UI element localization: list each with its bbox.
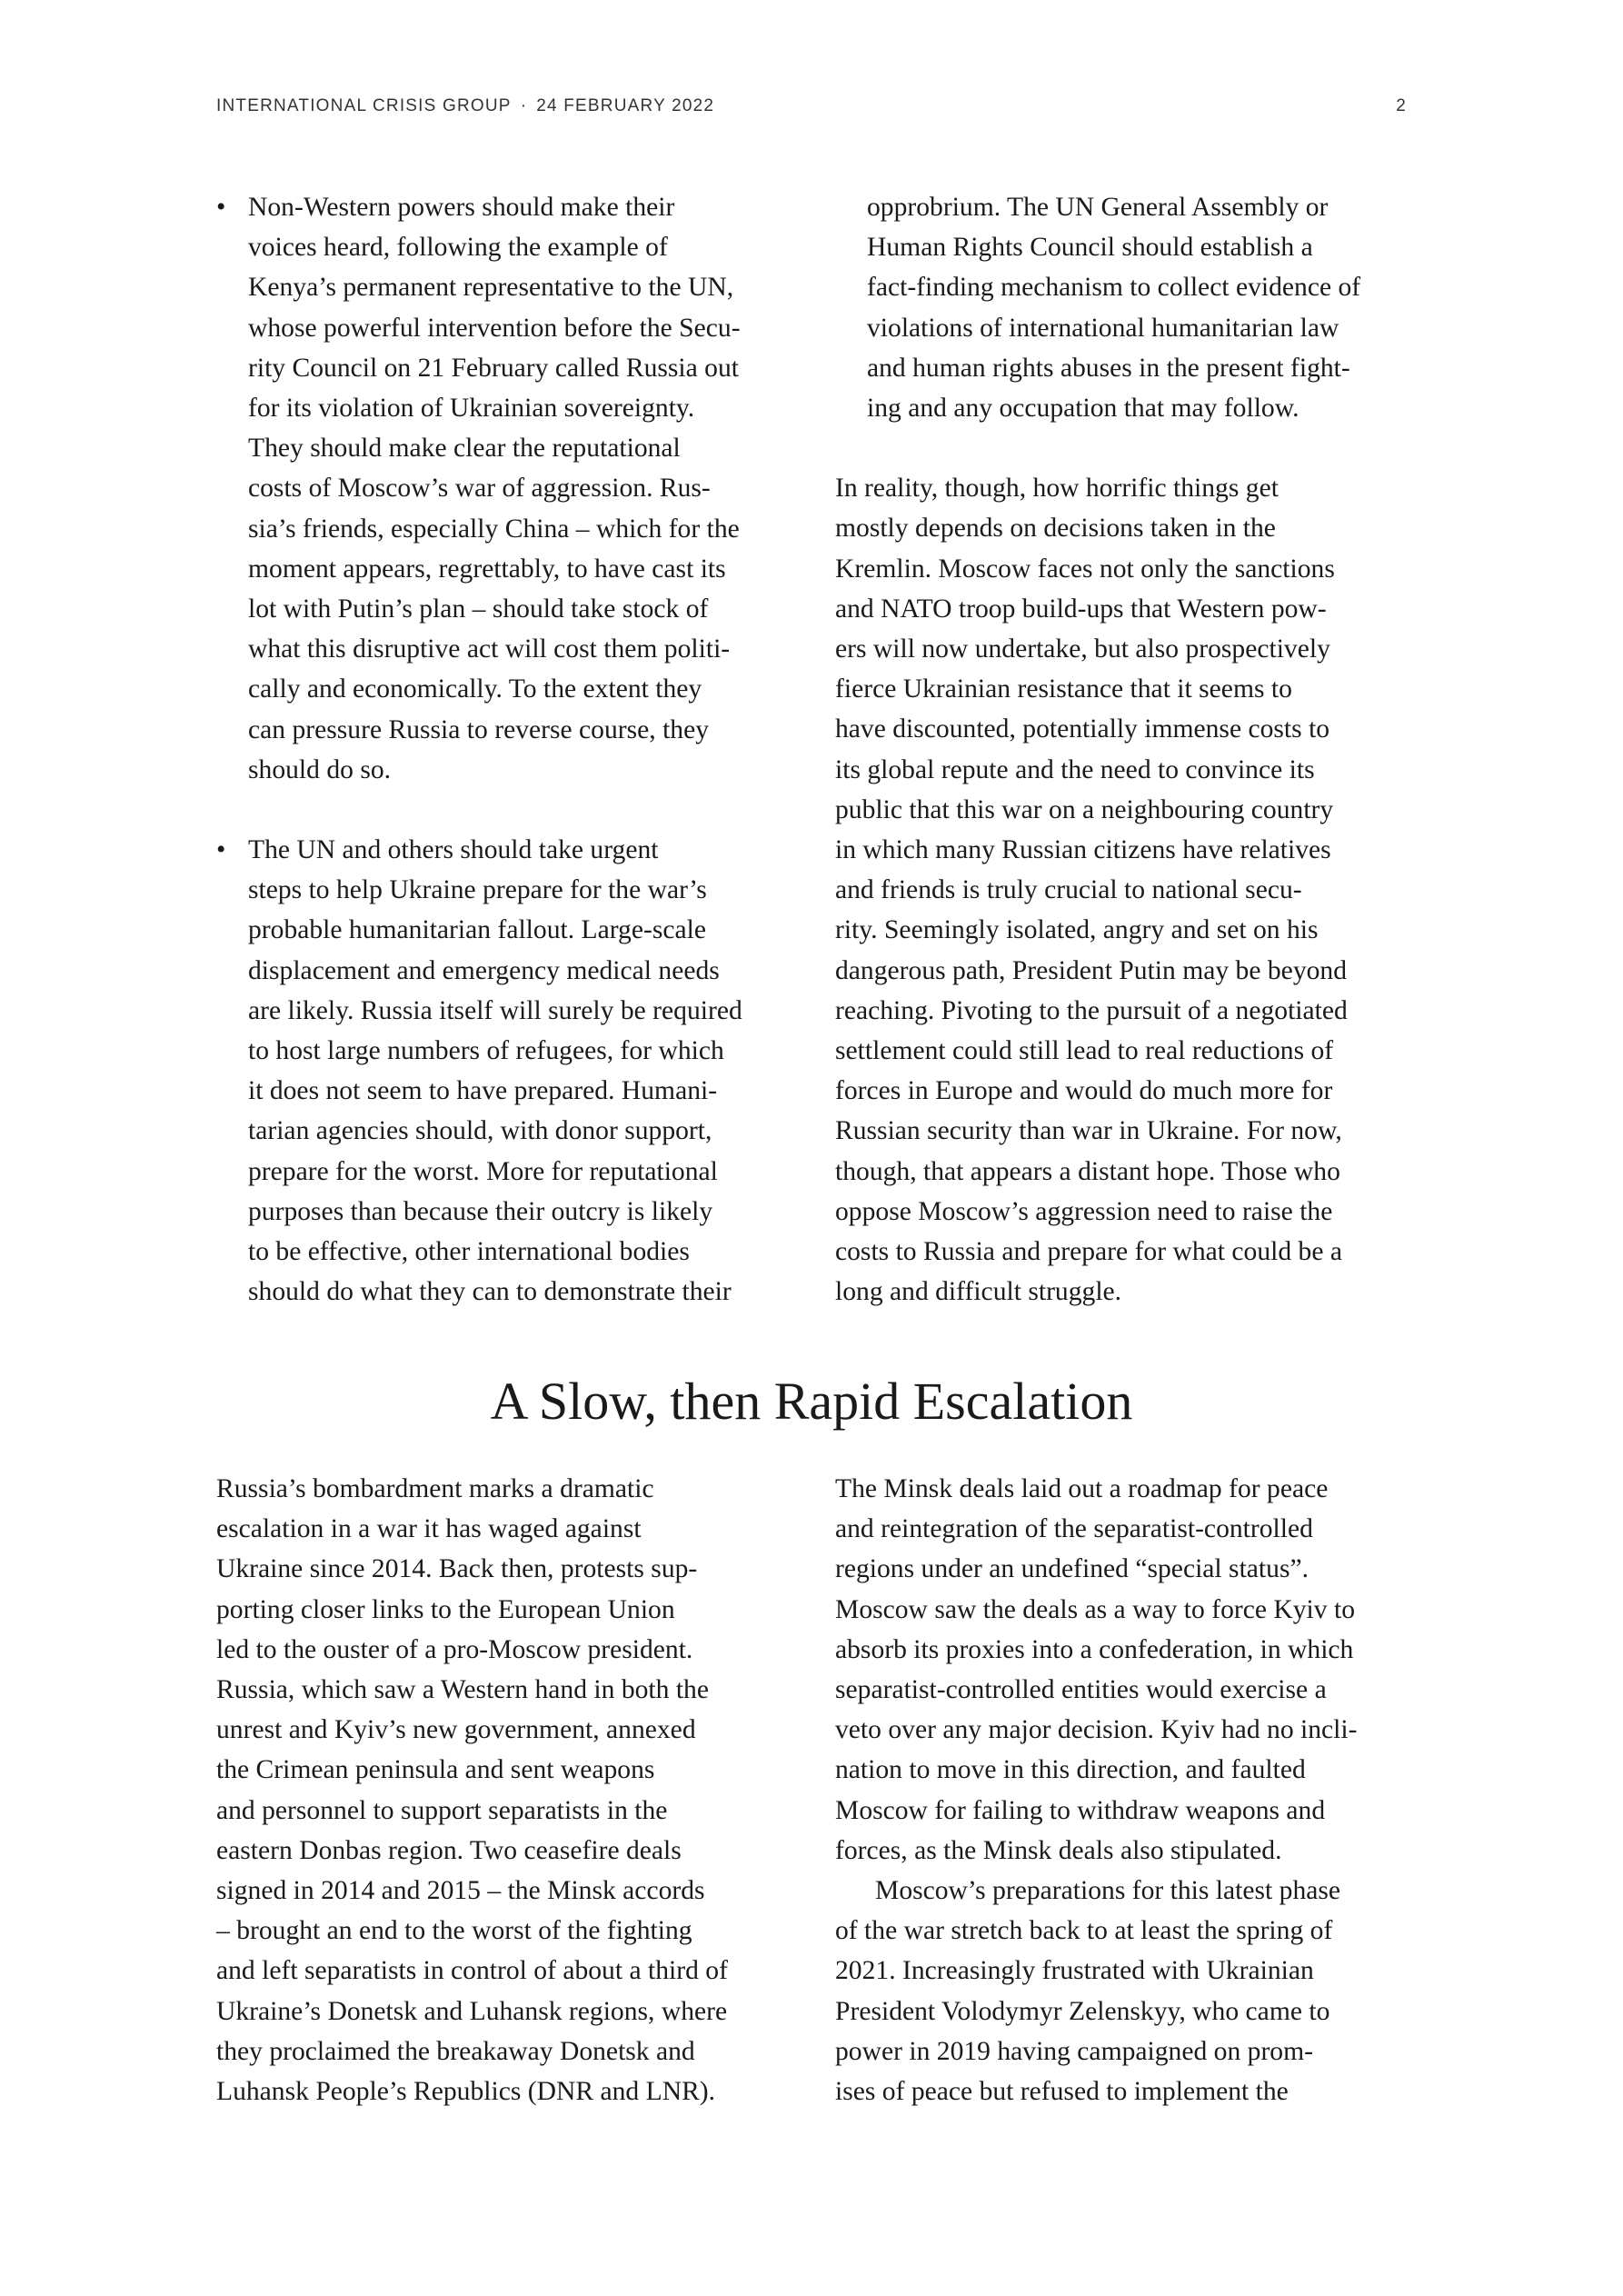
top-right-column bbox=[835, 187, 1417, 1312]
reality-paragraph bbox=[835, 468, 1417, 1312]
text-line: Russia’s bombardment marks a dramatic bbox=[216, 1474, 654, 1503]
text-line: costs to Russia and prepare for what could be a bbox=[835, 1237, 1343, 1267]
text-line: Russian security than war in Ukraine. For now, bbox=[835, 1116, 1342, 1146]
text-line: settlement could still lead to real reductions of bbox=[835, 1036, 1334, 1066]
history-paragraph bbox=[216, 1469, 798, 2111]
text-line: cally and economically. To the extent they bbox=[248, 674, 702, 704]
text-line: Non-Western powers should make their bbox=[248, 193, 675, 222]
text-line: public that this war on a neighbouring country bbox=[835, 794, 1334, 824]
text-line: signed in 2014 and 2015 – the Minsk accords bbox=[216, 1876, 705, 1906]
text-line: forces, as the Minsk deals also stipulated. bbox=[835, 1835, 1282, 1865]
header-separator: · bbox=[520, 96, 528, 115]
text-line: unrest and Kyiv’s new government, annexed bbox=[216, 1715, 696, 1745]
top-left-column bbox=[216, 187, 798, 1312]
text-line: violations of international humanitarian law bbox=[867, 313, 1339, 343]
text-line: rity. Seemingly isolated, angry and set on his bbox=[835, 915, 1319, 945]
text-line: and NATO troop build-ups that Western pow- bbox=[835, 594, 1327, 624]
recommendation-list bbox=[216, 187, 798, 1312]
bullet-icon: • bbox=[216, 835, 226, 865]
bottom-left-column bbox=[216, 1469, 798, 2111]
text-line: in which many Russian citizens have relatives bbox=[835, 835, 1331, 865]
text-line: Kremlin. Moscow faces not only the sanctions bbox=[835, 554, 1335, 584]
text-line: Moscow’s preparations for this latest phase bbox=[875, 1876, 1341, 1906]
bullet-item-non-western-powers bbox=[216, 187, 798, 790]
text-line: for its violation of Ukrainian sovereignty. bbox=[248, 394, 695, 424]
text-line: Luhansk People’s Republics (DNR and LNR). bbox=[216, 2077, 716, 2107]
text-line: rity Council on 21 February called Russia out bbox=[248, 353, 739, 383]
text-line: sia’s friends, especially China – which for the bbox=[248, 514, 740, 544]
text-line: have discounted, potentially immense costs to bbox=[835, 714, 1330, 744]
section-heading: A Slow, then Rapid Escalation bbox=[490, 1372, 1133, 1431]
text-line: They should make clear the reputational bbox=[248, 434, 681, 464]
bullet-icon: • bbox=[216, 193, 226, 222]
text-line: The Minsk deals laid out a roadmap for peace bbox=[835, 1474, 1329, 1503]
text-line: and human rights abuses in the present fight- bbox=[867, 353, 1350, 383]
text-line: should do what they can to demonstrate their bbox=[248, 1277, 732, 1307]
text-line: – brought an end to the worst of the fighting bbox=[216, 1916, 692, 1946]
text-line: moment appears, regrettably, to have cast its bbox=[248, 554, 726, 584]
text-line: displacement and emergency medical needs bbox=[248, 955, 720, 985]
text-line: prepare for the worst. More for reputational bbox=[248, 1156, 718, 1186]
page-header bbox=[216, 96, 1407, 118]
bullet-continuation bbox=[835, 187, 1417, 428]
text-line: In reality, though, how horrific things get bbox=[835, 474, 1279, 504]
text-line: lot with Putin’s plan – should take stock of bbox=[248, 594, 709, 624]
text-line: and friends is truly crucial to national secu- bbox=[835, 875, 1302, 905]
text-line: Moscow saw the deals as a way to force Kyiv to bbox=[835, 1594, 1355, 1624]
text-line: ises of peace but refused to implement the bbox=[835, 2077, 1289, 2107]
text-line: mostly depends on decisions taken in the bbox=[835, 514, 1276, 544]
text-line: porting closer links to the European Union bbox=[216, 1594, 675, 1624]
text-line: Human Rights Council should establish a bbox=[867, 233, 1313, 263]
text-line: Ukraine’s Donetsk and Luhansk regions, where bbox=[216, 1996, 728, 2026]
text-line: The UN and others should take urgent bbox=[248, 835, 659, 865]
text-line: the Crimean peninsula and sent weapons bbox=[216, 1755, 655, 1785]
text-line: fact-finding mechanism to collect evidence of bbox=[867, 273, 1361, 303]
text-line: eastern Donbas region. Two ceasefire deals bbox=[216, 1835, 682, 1865]
text-line: President Volodymyr Zelenskyy, who came to bbox=[835, 1996, 1330, 2026]
text-line: separatist-controlled entities would exercise a bbox=[835, 1675, 1327, 1705]
text-line: and left separatists in control of about a third of bbox=[216, 1956, 728, 1986]
text-line: opprobrium. The UN General Assembly or bbox=[867, 193, 1329, 222]
text-line: though, that appears a distant hope. Those who bbox=[835, 1156, 1340, 1186]
text-line: ers will now undertake, but also prospectively bbox=[835, 634, 1330, 664]
text-line: Moscow for failing to withdraw weapons and bbox=[835, 1795, 1326, 1825]
text-line: Russia, which saw a Western hand in both the bbox=[216, 1675, 709, 1705]
minsk-paragraph bbox=[835, 1469, 1417, 1871]
text-line: reaching. Pivoting to the pursuit of a negotiated bbox=[835, 995, 1348, 1025]
bullet-item-un-humanitarian bbox=[216, 830, 798, 1312]
text-line: should do so. bbox=[248, 754, 392, 784]
text-line: Ukraine since 2014. Back then, protests sup- bbox=[216, 1554, 698, 1584]
publisher-name: INTERNATIONAL CRISIS GROUP bbox=[216, 96, 512, 115]
preparations-paragraph bbox=[835, 1871, 1417, 2111]
bottom-right-column bbox=[835, 1469, 1417, 2111]
text-line: power in 2019 having campaigned on prom- bbox=[835, 2036, 1313, 2066]
text-line: probable humanitarian fallout. Large-scale bbox=[248, 915, 706, 945]
text-line: are likely. Russia itself will surely be required bbox=[248, 995, 742, 1025]
text-line: and personnel to support separatists in the bbox=[216, 1795, 668, 1825]
text-line: 2021. Increasingly frustrated with Ukrainian bbox=[835, 1956, 1314, 1986]
text-line: steps to help Ukraine prepare for the war’s bbox=[248, 875, 707, 905]
text-line: of the war stretch back to at least the spring of bbox=[835, 1916, 1333, 1946]
text-line: fierce Ukrainian resistance that it seems to bbox=[835, 674, 1292, 704]
text-line: led to the ouster of a pro-Moscow president. bbox=[216, 1634, 693, 1664]
text-line: can pressure Russia to reverse course, they bbox=[248, 714, 710, 744]
text-line: purposes than because their outcry is likely bbox=[248, 1196, 713, 1226]
text-line: and reintegration of the separatist-controlled bbox=[835, 1514, 1313, 1544]
text-line: Kenya’s permanent representative to the UN, bbox=[248, 273, 734, 303]
page-number: 2 bbox=[1396, 96, 1407, 115]
text-line: they proclaimed the breakaway Donetsk and bbox=[216, 2036, 695, 2066]
text-line: escalation in a war it has waged against bbox=[216, 1514, 642, 1544]
text-line: absorb its proxies into a confederation, in which bbox=[835, 1634, 1354, 1664]
text-line: long and difficult struggle. bbox=[835, 1277, 1122, 1307]
text-line: what this disruptive act will cost them politi- bbox=[248, 634, 731, 664]
text-line: costs of Moscow’s war of aggression. Rus- bbox=[248, 474, 711, 504]
text-line: nation to move in this direction, and faulted bbox=[835, 1755, 1306, 1785]
text-line: it does not seem to have prepared. Humani- bbox=[248, 1076, 718, 1106]
text-line: veto over any major decision. Kyiv had no incli- bbox=[835, 1715, 1358, 1745]
text-line: whose powerful intervention before the Secu- bbox=[248, 313, 741, 343]
text-line: ing and any occupation that may follow. bbox=[867, 394, 1299, 424]
text-line: regions under an undefined “special status”. bbox=[835, 1554, 1309, 1584]
text-line: forces in Europe and would do much more for bbox=[835, 1076, 1333, 1106]
text-line: its global repute and the need to convince its bbox=[835, 754, 1315, 784]
text-line: to be effective, other international bodies bbox=[248, 1237, 690, 1267]
text-line: voices heard, following the example of bbox=[248, 233, 668, 263]
text-line: to host large numbers of refugees, for which bbox=[248, 1036, 724, 1066]
text-line: oppose Moscow’s aggression need to raise the bbox=[835, 1196, 1333, 1226]
text-line: dangerous path, President Putin may be beyond bbox=[835, 955, 1348, 985]
publication-date: 24 FEBRUARY 2022 bbox=[536, 96, 715, 115]
text-line: tarian agencies should, with donor support, bbox=[248, 1116, 712, 1146]
